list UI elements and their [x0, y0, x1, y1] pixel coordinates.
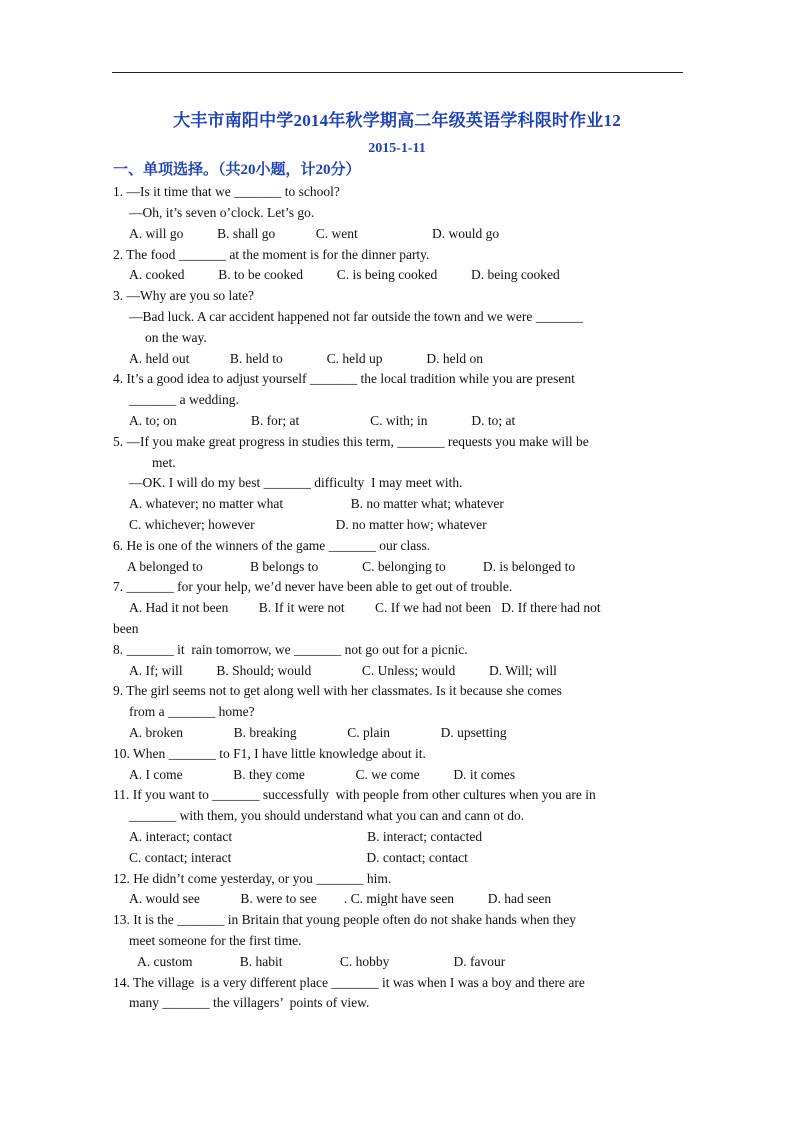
- text-line: 12. He didn’t come yesterday, or you _______ him.: [113, 871, 392, 886]
- text-line: A. Had it not been B. If it were not C. If we had not been D. If there had not: [129, 600, 601, 615]
- text-line: A. custom B. habit C. hobby D. favour: [137, 954, 506, 969]
- text-line: 6. He is one of the winners of the game _______ our class.: [113, 538, 431, 553]
- text-line: —OK. I will do my best _______ difficulty I may meet with.: [129, 475, 463, 490]
- text-line: 5. —If you make great progress in studies this term, _______ requests you make will be: [113, 434, 589, 449]
- section-heading: 一、单项选择。（共20小题，计20分）: [113, 162, 361, 178]
- date-line: 2015-1-11: [368, 141, 426, 156]
- text-line: _______ with them, you should understand what you can and cann ot do.: [129, 808, 525, 823]
- text-line: 4. It’s a good idea to adjust yourself _______ the local tradition while you are present: [113, 371, 575, 386]
- text-line: _______ a wedding.: [129, 392, 239, 407]
- text-line: A. would see B. were to see . C. might have seen D. had seen: [129, 891, 552, 906]
- page-title: 大丰市南阳中学2014年秋学期高二年级英语学科限时作业12: [173, 111, 621, 130]
- text-line: 13. It is the _______ in Britain that young people often do not shake hands when they: [113, 912, 577, 927]
- text-line: A. whatever; no matter what B. no matter what; whatever: [129, 496, 504, 511]
- text-line: A. cooked B. to be cooked C. is being cooked D. being cooked: [129, 267, 560, 282]
- text-line: on the way.: [145, 330, 207, 345]
- text-line: 8. _______ it rain tomorrow, we _______ not go out for a picnic.: [113, 642, 468, 657]
- text-line: many _______ the villagers’ points of view.: [129, 995, 370, 1010]
- text-line: 7. _______ for your help, we’d never have been able to get out of trouble.: [113, 579, 513, 594]
- text-line: been: [113, 621, 139, 636]
- text-line: met.: [152, 455, 176, 470]
- text-line: 3. —Why are you so late?: [113, 288, 254, 303]
- text-line: A. I come B. they come C. we come D. it comes: [129, 767, 516, 782]
- text-line: A. will go B. shall go C. went D. would go: [129, 226, 500, 241]
- text-line: —Bad luck. A car accident happened not far outside the town and we were _______: [129, 309, 583, 324]
- text-line: A. If; will B. Should; would C. Unless; would D. Will; will: [129, 663, 557, 678]
- text-line: A. to; on B. for; at C. with; in D. to; at: [129, 413, 516, 428]
- text-line: A. held out B. held to C. held up D. held on: [129, 351, 483, 366]
- text-line: meet someone for the first time.: [129, 933, 302, 948]
- text-line: 9. The girl seems not to get along well with her classmates. Is it because she comes: [113, 683, 562, 698]
- text-line: C. contact; interact D. contact; contact: [129, 850, 468, 865]
- text-line: —Oh, it’s seven o’clock. Let’s go.: [129, 205, 315, 220]
- text-line: A. broken B. breaking C. plain D. upsetting: [129, 725, 507, 740]
- text-line: 14. The village is a very different place _______ it was when I was a boy and there are: [113, 975, 585, 990]
- text-line: 11. If you want to _______ successfully with people from other cultures when you are in: [113, 787, 596, 802]
- text-line: A. interact; contact B. interact; contacted: [129, 829, 483, 844]
- text-line: A belonged to B belongs to C. belonging to D. is belonged to: [127, 559, 576, 574]
- header-rule: [112, 72, 683, 73]
- text-line: C. whichever; however D. no matter how; whatever: [129, 517, 487, 532]
- text-line: 1. —Is it time that we _______ to school?: [113, 184, 340, 199]
- text-line: 10. When _______ to F1, I have little knowledge about it.: [113, 746, 426, 761]
- text-line: 2. The food _______ at the moment is for the dinner party.: [113, 247, 430, 262]
- text-line: from a _______ home?: [129, 704, 255, 719]
